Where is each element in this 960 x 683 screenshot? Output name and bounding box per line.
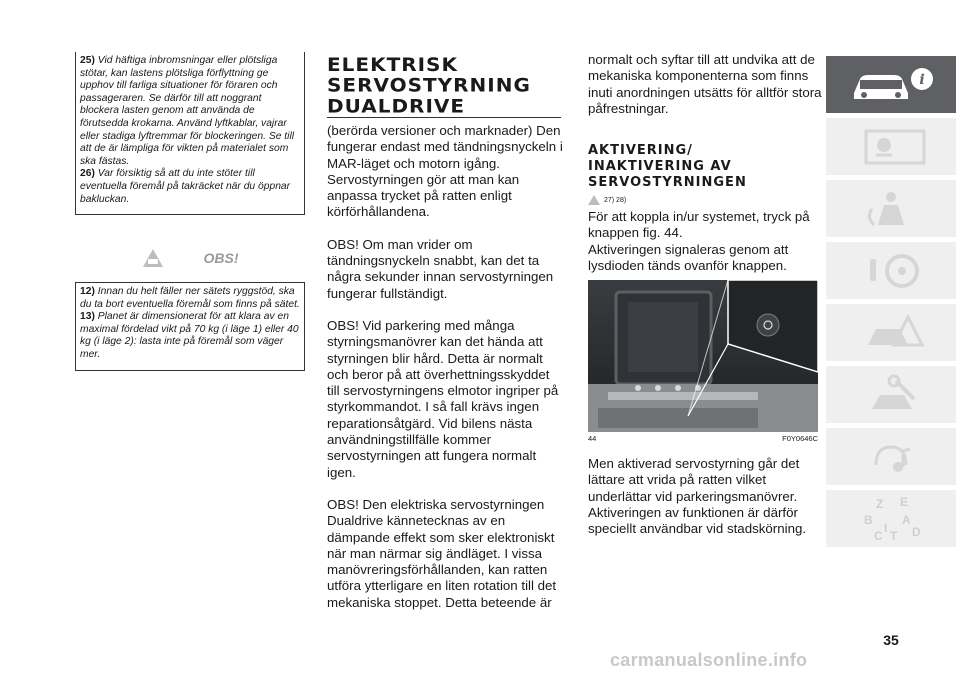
right-body: För att koppla in/ur systemet, tryck på knappen fig. 44. Aktiveringen signaleras genom att lysdioden tänds ovanför knappen. [588,209,810,273]
multimedia-icon [846,435,936,479]
index-letter: C [874,528,883,543]
figure-caption [588,434,818,443]
index-letter: I [884,520,888,535]
section-heading: ELEKTRISK SERVOSTYRNING DUALDRIVE [327,52,531,118]
dashboard-photo [588,280,818,432]
paragraph: OBS! Den elektriska servostyrningen Dualdrive kännetecknas av en dämpande effekt som sker elektroniskt när man närmar sig ändläget. I vissa manövreringsförhållanden, kan ratten utföra ytterligare en liten rotation till det mekaniska stoppet. Detta beteende är [327,496,557,610]
index-letter: A [902,512,911,527]
tab-emergency[interactable] [826,304,956,366]
warning-26: 26) Var försiktig så att du inte stöter till eventuella föremål på takräcket när du öppnar bakluckan. [80,168,291,205]
warning-25: 25) Vid häftiga inbromsningar eller plötsliga stötar, kan lastens plötsliga förflyttning ge upphov till farliga situationer för föraren och passageraren. Se därför till att noggrant blockera lasten genom att använda de förutsedda krokarna. Använd lyftkablar, vajrar eller stadiga lyftremmar för blockeringen. Se till att de är lämpliga för vikten på materialet som ska fästas. [80,55,295,167]
figure-code: F0Y0646C [782,434,818,443]
middle-body [327,123,563,627]
tab-starting-driving[interactable] [826,242,956,304]
dashboard-figure [588,280,818,432]
note-box [75,282,305,371]
warning-box [75,52,305,215]
warning-references: 27) 28) [588,195,626,205]
note-13: 13) Planet är dimensionerat för att klara av en maximal fördelad vikt på 70 kg (i läge 1) eller 40 kg (i läge 2): lasta inte på föremål som väger mer. [80,311,299,360]
car-info-icon [846,65,936,105]
warning-triangle-icon [588,195,600,205]
svg-text:i: i [919,71,925,88]
maintenance-tools-icon [846,373,936,417]
tab-safety[interactable] [826,180,956,242]
chapter-sidebar [826,56,956,552]
car-warning-icon [142,248,164,268]
airbag-safety-icon [846,187,936,231]
note-12: 12) Innan du helt fäller ner sätets ryggstöd, ska du ta bort eventuella föremål som finns på sätet. [80,286,300,310]
index-letter: T [890,528,898,543]
right-body-end: Men aktiverad servostyrning går det lättare att vrida på ratten vilket underlättar vid parkeringsmanövrer. Aktiveringen av funktionen är därför speciellt användbar vid stadskörning. [588,456,807,537]
index-letter: D [912,524,921,539]
tab-car-info[interactable] [826,56,956,118]
tab-index[interactable] [826,490,956,552]
tab-multimedia[interactable] [826,428,956,490]
subsection-heading: AKTIVERING/ INAKTIVERING AV SERVOSTYRNINGEN [588,143,747,190]
paragraph: OBS! Vid parkering med många styrningsmanövrer kan det hända att styrningen blir hård. Detta är normalt och beror på att överhettningsskyddet till servostyrningens elmotor ingriper på styrkommandot. I så fall krävs ingen reparationsåtgärd. Vid bilens nästa användningstillfälle kommer servostyrningen att fungera normalt igen. [327,317,559,480]
index-letters-icon [846,494,936,544]
page-number: 35 [883,632,899,648]
heading-rule [327,117,561,118]
figure-number: 44 [588,434,597,443]
index-letter: Z [876,496,884,511]
obs-header [75,238,305,278]
index-letter: E [900,494,909,509]
obs-title: OBS! [203,250,239,266]
index-letter: B [864,512,873,527]
tab-maintenance[interactable] [826,366,956,428]
right-intro: normalt och syftar till att undvika att de mekaniska komponenterna som finns inuti anordningen utsätts för alltför stora påfrestningar. [588,52,822,116]
paragraph: OBS! Om man vrider om tändningsnyckeln snabbt, kan det ta några sekunder innan servostyrningen fungerar fullständigt. [327,236,554,301]
tab-dashboard-lights[interactable] [826,118,956,180]
footer-watermark: carmanualsonline.info [610,650,808,670]
key-steering-icon [846,249,936,293]
paragraph: (berörda versioner och marknader) Den fungerar endast med tändningsnyckeln i MAR-läget och motorn igång. Servostyrningen gör att man kan anpassa trycket på ratten enligt körförhållandena. [327,123,563,220]
breakdown-warning-icon [846,311,936,355]
dashboard-lights-icon [846,125,936,169]
